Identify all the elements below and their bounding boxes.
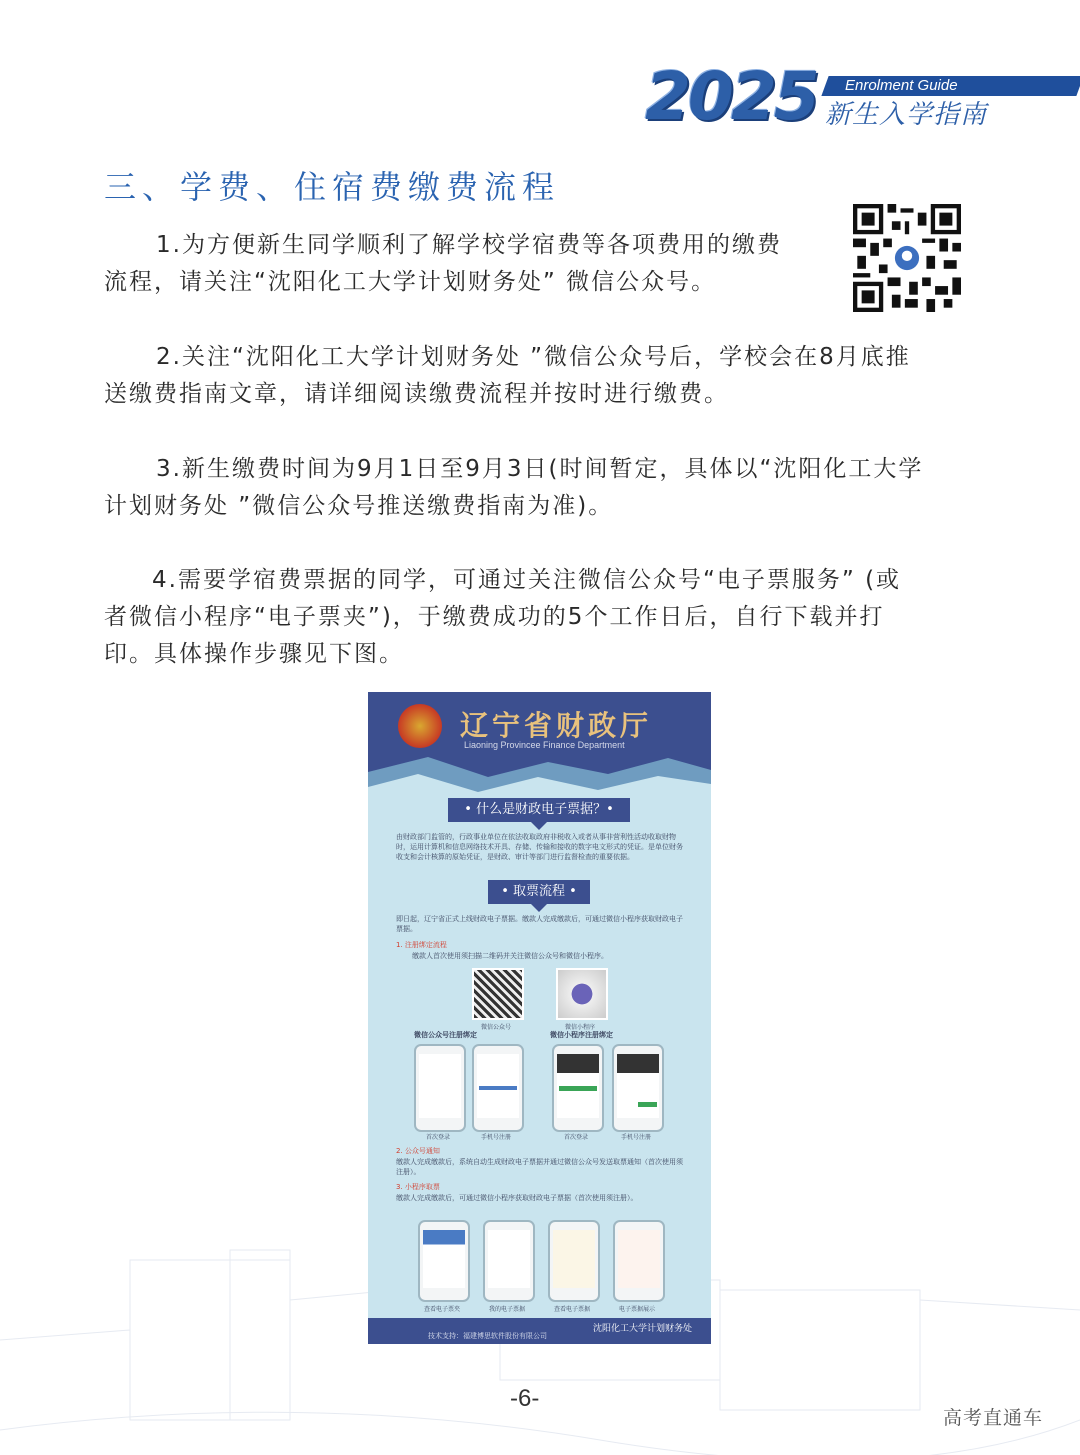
step1-title: 1. 注册绑定流程 [396,941,447,949]
phone-caption: 手机号注册 [620,1134,651,1141]
phone-caption: 首次登录 [425,1134,450,1141]
header-year: 2025 [645,58,817,135]
paragraph-2 [104,339,984,413]
section-title: 三、学费、住宿费缴费流程 [104,168,561,206]
paragraph-4-line-2: 者微信小程序“电子票夹”)，于缴费成功的5个工作日后，自行下载并打 [104,604,885,630]
step2-title: 2. 公众号通知 [396,1147,440,1155]
paragraph-3-line-1: 3.新生缴费时间为9月1日至9月3日(时间暂定，具体以“沈阳化工大学 [156,456,924,482]
poster-title-en: Liaoning Provincee Finance Department [464,740,625,750]
phone-caption: 电子票据展示 [618,1306,655,1313]
ticket-process-intro: 即日起，辽宁省正式上线财政电子票据。缴款人完成缴款后，可通过微信小程序获取财政电子票据。 [396,915,683,933]
phone-caption: 我的电子票据 [488,1306,525,1313]
phone-screenshot [483,1220,535,1302]
official-account-qr-icon [472,968,524,1020]
phone-caption: 首次登录 [563,1134,588,1141]
paragraph-3-line-2: 计划财务处 ”微信公众号推送缴费指南为准)。 [104,493,614,519]
phone-caption: 查看电子票夹 [423,1306,460,1313]
paragraph-3 [104,451,984,525]
phone-screenshot [548,1220,600,1302]
poster-title-cn: 辽宁省财政厅 [460,709,653,742]
page-number: -6- [510,1385,540,1412]
poster-footer [368,1318,711,1344]
step3-text: 缴款人完成缴款后，可通过微信小程序获取财政电子票据（首次使用须注册）。 [396,1194,638,1202]
phone-screenshot [418,1220,470,1302]
mini-program-qr-icon [556,968,608,1020]
qr1-caption: 微信公众号 [480,1024,511,1031]
tech-support-text: 技术支持：福建博思软件股份有限公司 [428,1332,547,1340]
step1-text: 缴款人首次使用须扫描二维码并关注微信公众号和微信小程序。 [412,952,608,960]
paragraph-1 [104,227,834,301]
phone-screenshot [472,1044,524,1132]
qr2-caption: 微信小程序 [564,1024,595,1031]
ticket-process-label: • 取票流程 • [488,880,590,904]
step2-text: 缴款人完成缴款后，系统自动生成财政电子票据并通过微信公众号发送取票通知（首次使用须注册）。 [396,1158,683,1176]
phone-caption: 查看电子票据 [553,1306,590,1313]
phone-screenshot [552,1044,604,1132]
step3-title: 3. 小程序取票 [396,1183,440,1191]
paragraph-4-line-3: 印。具体操作步骤见下图。 [104,641,404,667]
paragraph-4-line-1: 4.需要学宿费票据的同学，可通过关注微信公众号“电子票服务” (或 [152,567,902,593]
source-watermark: 高考直通车 [943,1407,1044,1429]
paragraph-1-line-2: 流程，请关注“沈阳化工大学计划财务处” 微信公众号。 [104,269,717,295]
what-is-e-invoice-label: • 什么是财政电子票据？• [448,798,630,822]
bind-right-title: 微信小程序注册绑定 [550,1031,613,1039]
what-is-e-invoice-text: 由财政部门监管的，行政事业单位在依法收取政府非税收入或者从事非营利性活动收取财物时，运用计算机和信息网络技术开具、存储、传输和接收的数字电文形式的凭证。是单位财务收支和会计核算的原始凭证，是财政、审计等部门进行监督检查的重要依据。 [396,833,683,861]
national-emblem-icon [398,704,442,748]
header-english-title: Enrolment Guide [845,77,958,94]
e-invoice-guide-poster [368,692,711,1344]
paragraph-2-line-1: 2.关注“沈阳化工大学计划财务处 ”微信公众号后，学校会在8月底推 [156,344,911,370]
paragraph-2-line-2: 送缴费指南文章，请详细阅读缴费流程并按时进行缴费。 [104,381,729,407]
header-chinese-title: 新生入学指南 [825,100,988,130]
guide-header [645,58,1080,135]
phone-screenshot [613,1220,665,1302]
phone-screenshot [414,1044,466,1132]
bind-left-title: 微信公众号注册绑定 [414,1031,477,1039]
phone-caption: 手机号注册 [480,1134,511,1141]
paragraph-1-line-1: 1.为方便新生同学顺利了解学校学宿费等各项费用的缴费 [156,232,782,258]
phone-screenshot [612,1044,664,1132]
paragraph-4 [104,562,984,673]
qr-code-icon [853,204,961,312]
wechat-brand-text: 沈阳化工大学计划财务处 [593,1324,693,1334]
